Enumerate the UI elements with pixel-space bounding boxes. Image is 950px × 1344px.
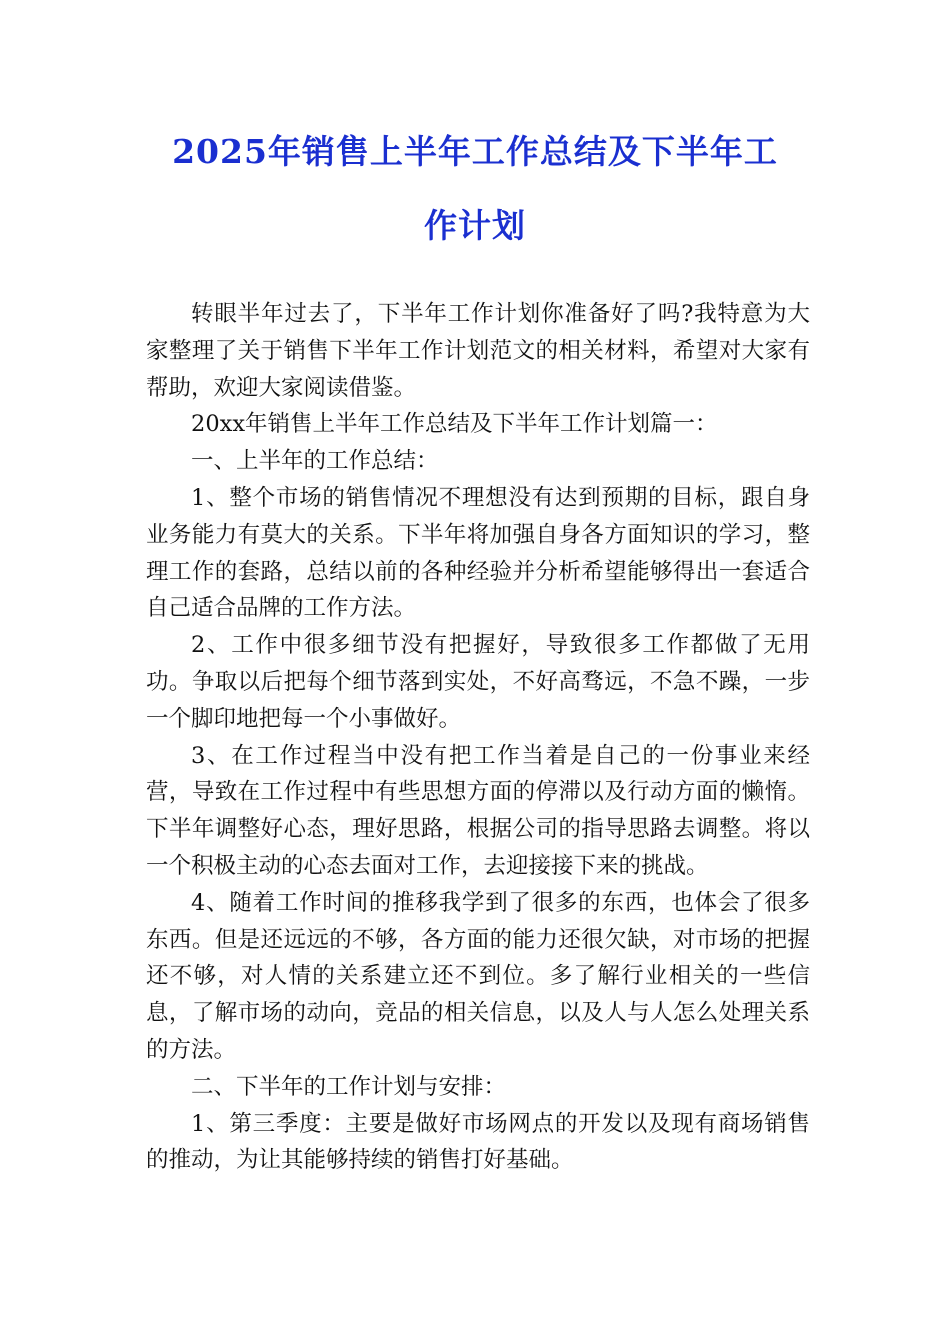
intro-paragraph: 转眼半年过去了，下半年工作计划你准备好了吗?我特意为大家整理了关于销售下半年工作计划范文的相关材料，希望对大家有帮助，欢迎大家阅读借鉴。 [146, 301, 810, 401]
summary-item-1: 1、整个市场的销售情况不理想没有达到预期的目标，跟自身业务能力有莫大的关系。下半年将加强自身各方面知识的学习，整理工作的套路，总结以前的各种经验并分析希望能够得出一套适合自己适合品牌的工作方法。 [146, 484, 810, 622]
section-heading-first-half-summary: 一、上半年的工作总结： [191, 448, 439, 475]
summary-item-2: 2、工作中很多细节没有把握好，导致很多工作都做了无用功。争取以后把每个细节落到实处，不好高骛远，不急不躁，一步一个脚印地把每一个小事做好。 [146, 632, 810, 732]
summary-item-4: 4、随着工作时间的推移我学到了很多的东西，也体会了很多东西。但是还远远的不够，各方面的能力还很欠缺，对市场的把握还不够，对人情的关系建立还不到位。多了解行业相关的一些信息，了解市场的动向，竞品的相关信息，以及人与人怎么处理关系的方法。 [146, 889, 810, 1063]
plan-item-1: 1、第三季度：主要是做好市场网点的开发以及现有商场销售的推动，为让其能够持续的销售打好基础。 [146, 1110, 810, 1174]
section-heading-part-one: 20xx年销售上半年工作总结及下半年工作计划篇一： [191, 411, 718, 438]
section-heading-second-half-plan: 二、下半年的工作计划与安排： [191, 1073, 507, 1100]
document-body [146, 296, 810, 1179]
document-title-line-2: 作计划 [424, 206, 526, 245]
document-title-line-1: 2025年销售上半年工作总结及下半年工 [172, 132, 778, 171]
summary-item-3: 3、在工作过程当中没有把工作当着是自己的一份事业来经营，导致在工作过程中有些思想方面的停滞以及行动方面的懒惰。下半年调整好心态，理好思路，根据公司的指导思路去调整。将以一个积极主动的心态去面对工作，去迎接接下来的挑战。 [146, 742, 810, 879]
